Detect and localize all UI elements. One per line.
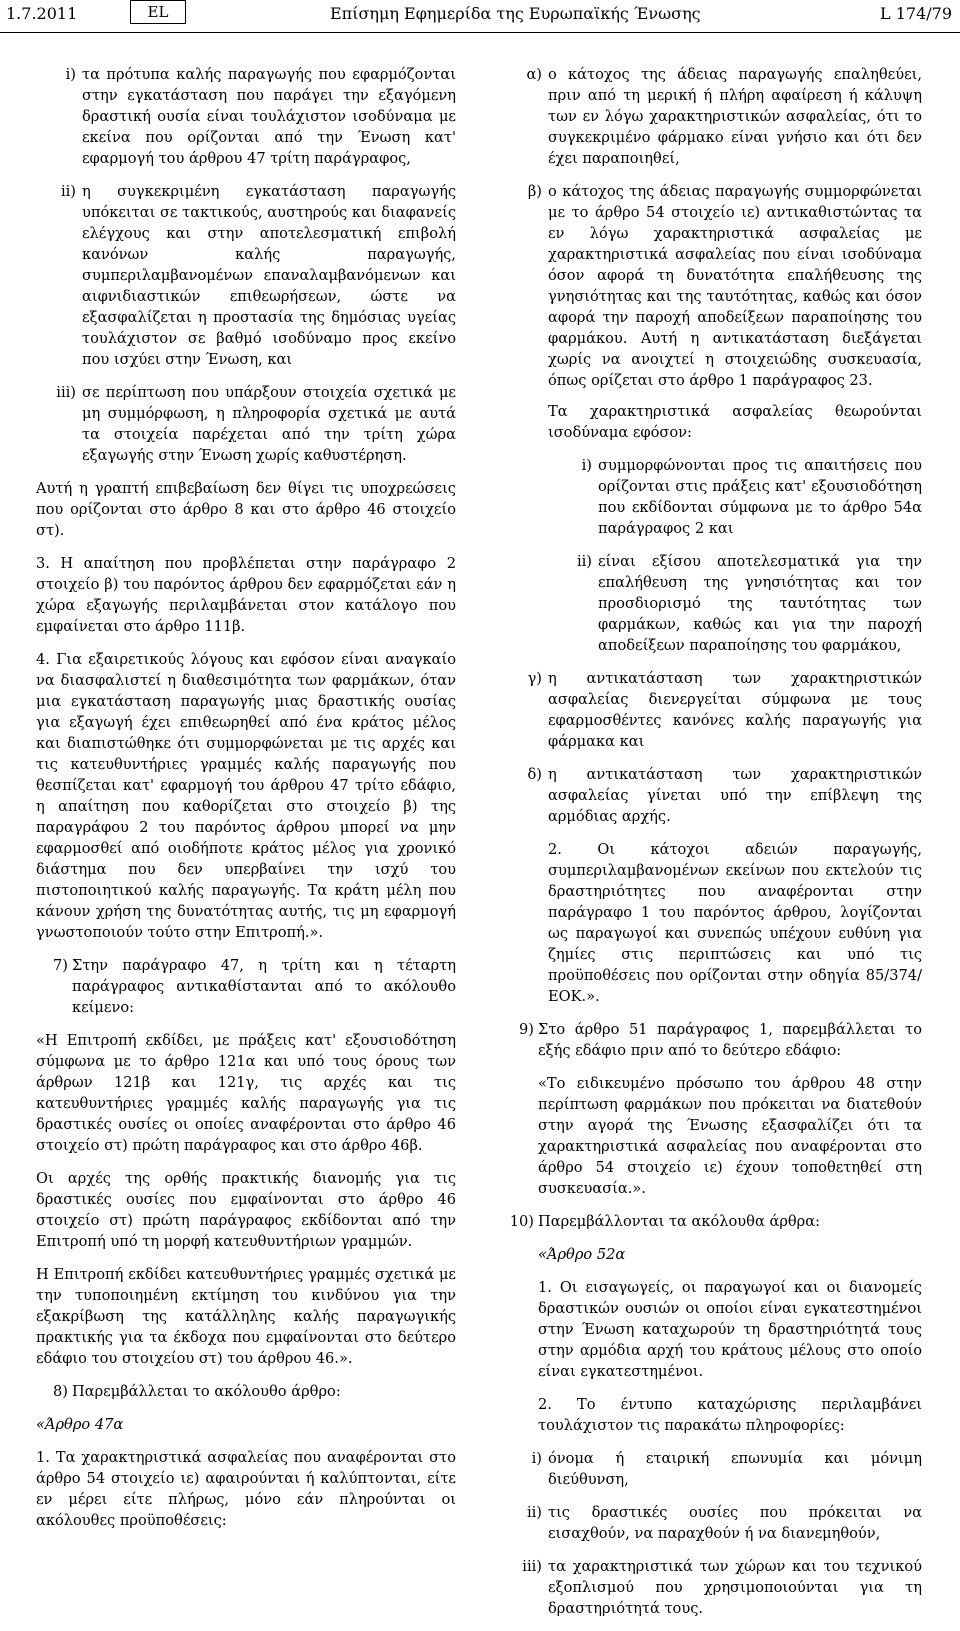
list-item — [502, 1448, 922, 1490]
item-number: α) — [526, 66, 542, 83]
amendment-item — [502, 1019, 922, 1061]
quoted-paragraph: «Το ειδικευμένο πρόσωπο του άρθρου 48 στην περίπτωση φαρμάκων που πρόκειται να διατεθούν στην αγορά της Ένωσης εξασφαλίζει ότι τα χαρακτηριστικά ασφαλείας που αναφέρονται στο άρθρο 54 στοιχείο ιε) έχουν τοποθετηθεί στη συσκευασία.». — [538, 1075, 922, 1197]
item-text: όνομα ή εταιρική επωνυμία και μόνιμη διεύθυνση, — [548, 1450, 922, 1488]
paragraph: 3. Η απαίτηση που προβλέπεται στην παράγραφο 2 στοιχείο β) του παρόντος άρθρου δεν εφαρμόζεται εάν η χώρα εξαγωγής περιλαμβάνεται στον κατάλογο που εμφαίνεται στο άρθρο 111β. — [36, 555, 456, 635]
item-text: η αντικατάσταση των χαρακτηριστικών ασφαλείας διενεργείται σύμφωνα με τους εφαρμοσθέντες κανόνες καλής παραγωγής για φάρμακα και — [548, 670, 922, 750]
item-text: τα πρότυπα καλής παραγωγής που εφαρμόζονται στην εγκατάσταση που παράγει την εξαγόμενη δραστική ουσία είναι τουλάχιστον ισοδύναμα με εκείνα που ορίζονται από την Ένωση κατ' εφαρμογή του άρθρου 47 τρίτη παράγραφος, — [82, 66, 456, 167]
amendment-item — [36, 955, 456, 1018]
item-number: 7) — [53, 957, 68, 974]
paragraph: 1. Τα χαρακτηριστικά ασφαλείας που αναφέρονται στο άρθρο 54 στοιχείο ιε) αφαιρούνται ή καλύπτονται, είτε εν μέρει είτε πλήρως, μόνο εάν πληρούνται οι ακόλουθες προϋποθέσεις: — [36, 1449, 456, 1529]
list-item — [502, 764, 922, 827]
item-text: ο κάτοχος της άδειας παραγωγής επαληθεύει, πριν από τη μερική ή πλήρη αφαίρεση ή κάλυψη των εν λόγω χαρακτηριστικών ασφαλείας, ότι το συγκεκριμένο φάρμακο είναι γνήσιο και ότι δεν έχει παραποιηθεί, — [548, 66, 922, 167]
item-number: iii) — [56, 384, 76, 401]
journal-title: Επίσημη Εφημερίδα της Ευρωπαϊκής Ένωσης — [330, 4, 701, 23]
item-number: γ) — [527, 670, 542, 687]
left-column — [36, 64, 456, 1543]
item-text: η συγκεκριμένη εγκατάσταση παραγωγής υπόκειται σε τακτικούς, αυστηρούς και διαφανείς ελέγχους και στην αποτελεσματική επιβολή κανόνων καλής παραγωγής, συμπεριλαμβανομένων επαναλαμβανόμενων και αιφνιδιαστικών επιθεωρήσεων, ώστε να εξασφαλίζεται η προστασία της δημόσιας υγείας τουλάχιστον σε βαθμό ισοδύναμο προς εκείνο που ισχύει στην Ένωση, και — [82, 183, 456, 368]
item-number: 9) — [519, 1021, 534, 1038]
item-text: τα χαρακτηριστικά των χώρων και του τεχνικού εξοπλισμού που χρησιμοποιούνται για τη δραστηριότητά τους. — [548, 1558, 922, 1617]
quoted-paragraph: «Η Επιτροπή εκδίδει, με πράξεις κατ' εξουσιοδότηση σύμφωνα με το άρθρο 121α και υπό τους όρους των άρθρων 121β και 121γ, τις αρχές και τις κατευθυντήριες γραμμές καλής παραγωγής για τις δραστικές ουσίες οι οποίες αναφέρονται στο άρθρο 46 στοιχείο στ) πρώτη παράγραφος και στο άρθρο 46β. — [36, 1032, 456, 1154]
item-text: τις δραστικές ουσίες που πρόκειται να εισαχθούν, να παραχθούν ή να διανεμηθούν, — [548, 1504, 922, 1542]
quoted-paragraph: Η Επιτροπή εκδίδει κατευθυντήριες γραμμές σχετικά με την τυποποιημένη εκτίμηση του κινδύνου για την εξακρίβωση της κατάλληλης καλής παραγωγικής πρακτικής για τα έκδοχα που εμφαίνονται στο δεύτερο εδάφιο του στοιχείου στ) του άρθρου 46.». — [36, 1266, 456, 1367]
item-number: δ) — [527, 766, 542, 783]
amendment-item — [36, 1381, 456, 1402]
list-item — [36, 181, 456, 370]
article-title: «Άρθρο 47α — [36, 1416, 124, 1433]
item-number: i) — [581, 457, 592, 474]
list-item — [502, 668, 922, 752]
language-box: EL — [130, 0, 186, 24]
item-number: 8) — [53, 1383, 68, 1400]
item-number: ii) — [60, 183, 76, 200]
issue-date: 1.7.2011 — [6, 4, 78, 23]
list-item — [36, 382, 456, 466]
item-number: iii) — [522, 1558, 542, 1575]
list-item — [502, 1556, 922, 1619]
paragraph: 4. Για εξαιρετικούς λόγους και εφόσον είναι αναγκαίο να διασφαλιστεί η διαθεσιμότητα των φαρμάκων, όταν μια εγκατάσταση παραγωγής μιας δραστικής ουσίας για εξαγωγή έχει επιθεωρηθεί από ένα κράτος μέλος και διαπιστώθηκε ότι συμμορφώνεται με τις αρχές και τις κατευθυντήριες γραμμές καλής παραγωγής που θεσπίζεται κατ' εφαρμογή του άρθρου 47 τρίτο εδάφιο, η απαίτηση που καθορίζεται στο στοιχείο β) της παραγράφου 2 του παρόντος άρθρου μπορεί να μην εφαρμοσθεί από οιοδήποτε κράτος μέλος για χρονικό διάστημα που δεν υπερβαίνει την ισχύ του πιστοποιητικού καλής παραγωγής. Τα κράτη μέλη που κάνουν χρήση της δυνατότητας αυτής, τις μη εφαρμογή γνωστοποιούν τούτο στην Επιτροπή.». — [36, 651, 456, 941]
item-continuation: Τα χαρακτηριστικά ασφαλείας θεωρούνται ισοδύναμα εφόσον: — [548, 403, 922, 441]
article-title: «Άρθρο 52α — [538, 1246, 626, 1263]
item-text: η αντικατάσταση των χαρακτηριστικών ασφαλείας γίνεται υπό την επίβλεψη της αρμόδιας αρχής. — [548, 766, 922, 825]
item-text: συμμορφώνονται προς τις απαιτήσεις που ορίζονται στις πράξεις κατ' εξουσιοδότηση που εκδίδονται σύμφωνα με το άρθρο 54α παράγραφος 2 και — [598, 457, 922, 537]
page-reference: L 174/79 — [880, 4, 952, 23]
item-number: 10) — [509, 1213, 534, 1230]
right-column — [502, 64, 922, 1631]
paragraph: 2. Οι κάτοχοι αδειών παραγωγής, συμπεριλαμβανομένων εκείνων που εκτελούν τις δραστηριότητες που αναφέρονται στην παράγραφο 1 του παρόντος άρθρου, λογίζονται ως παραγωγοί και συνεπώς υπέχουν ευθύνη για ζημίες στις περιπτώσεις και υπό τις προϋποθέσεις που ορίζονται στην οδηγία 85/374/ΕΟΚ.». — [548, 841, 922, 1005]
sub-item — [548, 455, 922, 539]
item-number: β) — [527, 183, 542, 200]
item-text: Παρεμβάλλονται τα ακόλουθα άρθρα: — [538, 1213, 821, 1230]
item-text: σε περίπτωση που υπάρξουν στοιχεία σχετικά με μη συμμόρφωση, η πληροφορία σχετικά με αυτά τα στοιχεία παρέχεται από την τρίτη χώρα εξαγωγής στην Ένωση χωρίς καθυστέρηση. — [82, 384, 456, 464]
list-item — [502, 181, 922, 443]
item-text: Στην παράγραφο 47, η τρίτη και η τέταρτη παράγραφος αντικαθίστανται από το ακόλουθο κείμενο: — [72, 957, 456, 1016]
list-item — [36, 64, 456, 169]
item-number: i) — [65, 66, 76, 83]
item-text: είναι εξίσου αποτελεσματικά για την επαλήθευση της γνησιότητας και τον προσδιορισμό της ταυτότητας των φαρμάκων, καθώς και για την παροχή αποδείξεων παραποίησης του φαρμάκου, — [598, 553, 922, 654]
paragraph: 2. Το έντυπο καταχώρισης περιλαμβάνει τουλάχιστον τις παρακάτω πληροφορίες: — [538, 1396, 922, 1434]
item-number: i) — [531, 1450, 542, 1467]
paragraph: 1. Οι εισαγωγείς, οι παραγωγοί και οι διανομείς δραστικών ουσιών οι οποίοι είναι εγκατεστημένοι στην Ένωση καταχωρούν τη δραστηριότητά τους στην αρμόδια αρχή του κράτους μέλους στο οποίο είναι εγκατεστημένοι. — [538, 1279, 922, 1380]
sub-item — [548, 551, 922, 656]
item-number: ii) — [576, 553, 592, 570]
header-rule — [0, 32, 960, 33]
amendment-item — [502, 1211, 922, 1232]
quoted-paragraph: Οι αρχές της ορθής πρακτικής διανομής για τις δραστικές ουσίες που εμφαίνονται στο άρθρο 46 στοιχείο στ) πρώτη παράγραφος εκδίδονται από την Επιτροπή υπό τη μορφή κατευθυντήριων γραμμών. — [36, 1170, 456, 1250]
item-text: Στο άρθρο 51 παράγραφος 1, παρεμβάλλεται το εξής εδάφιο πριν από το δεύτερο εδάφιο: — [538, 1021, 922, 1059]
paragraph: Αυτή η γραπτή επιβεβαίωση δεν θίγει τις υποχρεώσεις που ορίζονται στο άρθρο 8 και στο άρθρο 46 στοιχείο στ). — [36, 480, 456, 539]
item-number: ii) — [526, 1504, 542, 1521]
item-text: ο κάτοχος της άδειας παραγωγής συμμορφώνεται με το άρθρο 54 στοιχείο ιε) αντικαθιστώντας τα εν λόγω χαρακτηριστικά ασφαλείας με χαρακτηριστικά ασφαλείας που είναι ισοδύναμα όσον αφορά τη δυνατότητα επαλήθευσης της γνησιότητας και της ταυτότητας, καθώς και όσον αφορά την παροχή αποδείξεων παραποίησης του φαρμάκου. Αυτή η αντικατάσταση διεξάγεται χωρίς να ανοιχτεί η στοιχειώδης συσκευασία, όπως ορίζεται στο άρθρο 1 παράγραφος 23. — [548, 183, 922, 389]
item-text: Παρεμβάλλεται το ακόλουθο άρθρο: — [72, 1383, 341, 1400]
list-item — [502, 64, 922, 169]
page-header — [0, 0, 960, 34]
list-item — [502, 1502, 922, 1544]
